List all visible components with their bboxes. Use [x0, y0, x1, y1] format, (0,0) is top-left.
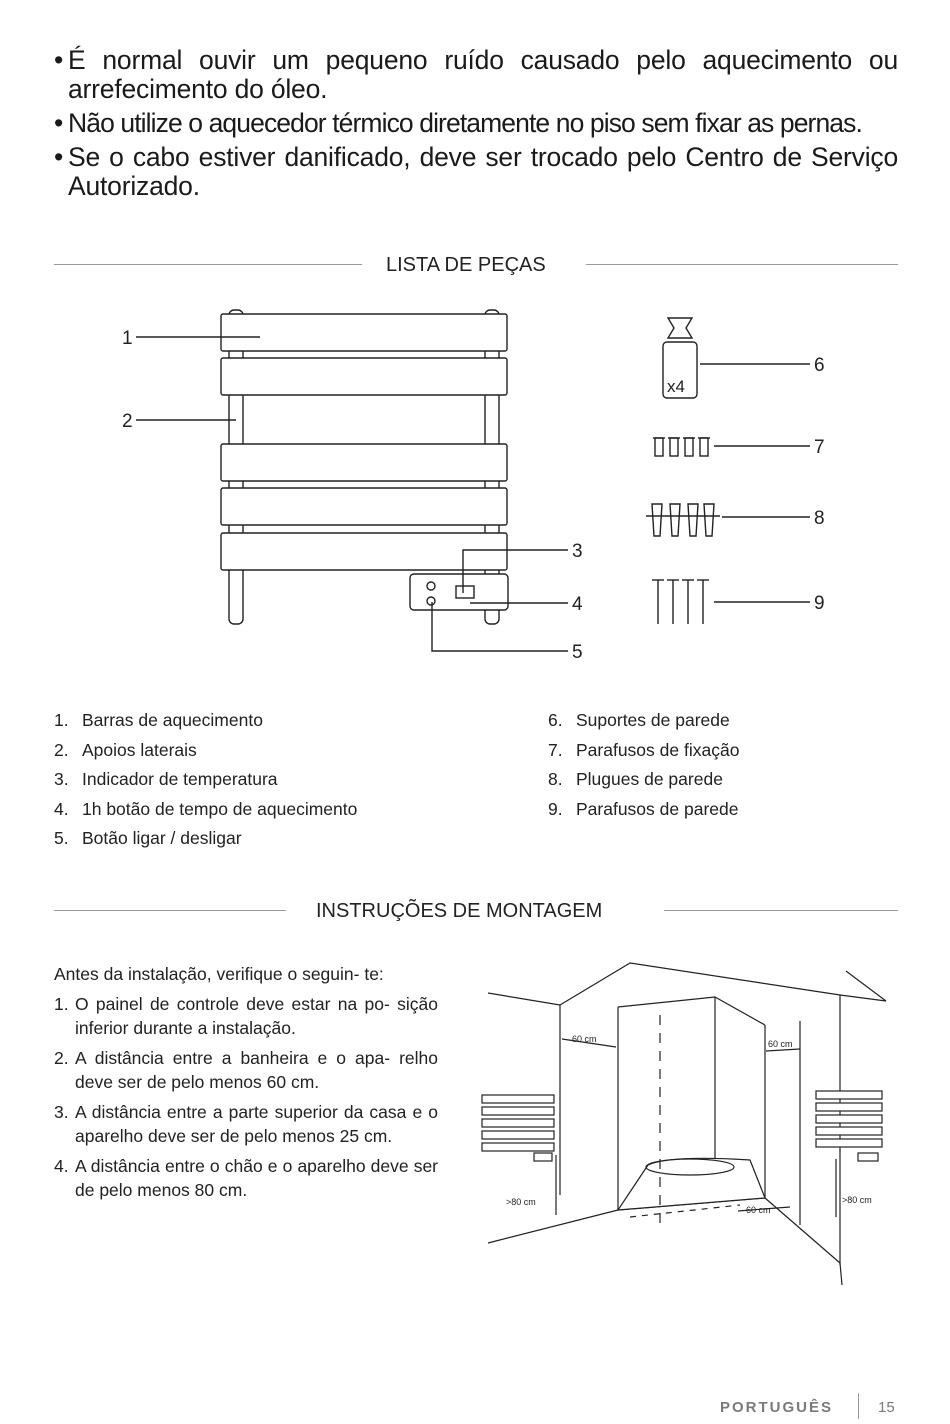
page-number: 15: [878, 1399, 895, 1416]
callout-7: 7: [814, 437, 825, 458]
list-item: [548, 706, 739, 736]
divider-line: [586, 264, 898, 265]
divider-line: [54, 910, 286, 911]
heating-bar: [221, 444, 507, 481]
dimension-label: 60 cm: [572, 1034, 597, 1044]
list-item: [548, 765, 739, 795]
warning-item: [54, 109, 898, 138]
parts-section-title: LISTA DE PEÇAS: [386, 254, 546, 276]
bullet-dot: •: [54, 142, 64, 172]
callout-4: 4: [572, 594, 583, 615]
heating-bar: [221, 488, 507, 525]
item-number: 5.: [54, 828, 69, 849]
list-item: [548, 795, 739, 825]
item-number: 1.: [54, 710, 69, 730]
list-item: [548, 736, 739, 766]
dimension-label: 60 cm: [746, 1205, 771, 1215]
item-label: Suportes de parede: [576, 710, 730, 730]
list-item: [54, 992, 438, 1041]
item-number: 4.: [54, 798, 69, 819]
callout-8: 8: [814, 508, 825, 529]
dimension-label: >80 cm: [842, 1195, 872, 1205]
step-text: A distância entre a banheira e o apa- relho deve ser de pelo menos 60 cm.: [75, 1047, 438, 1092]
step-number: 3.: [54, 1101, 69, 1122]
bracket-quantity: x4: [667, 377, 685, 396]
warning-text: Se o cabo estiver danificado, deve ser trocado pelo Centro de Serviço Autorizado.: [68, 142, 898, 201]
parts-diagram: [0, 290, 950, 680]
callout-2: 2: [122, 411, 133, 432]
item-number: 3.: [54, 769, 69, 790]
item-number: 2.: [54, 739, 69, 760]
list-item: [54, 1046, 438, 1095]
footer-divider: [858, 1393, 859, 1419]
divider-line: [664, 910, 898, 911]
item-label: Indicador de temperatura: [82, 769, 278, 790]
bullet-dot: •: [54, 108, 63, 138]
bathroom-clearance-diagram: [470, 955, 900, 1285]
item-label: Parafusos de parede: [576, 798, 739, 819]
item-label: Apoios laterais: [82, 739, 197, 760]
item-number: 8.: [548, 769, 563, 790]
item-label: Barras de aquecimento: [82, 710, 263, 730]
assembly-instructions: [54, 962, 438, 1203]
assembly-section-title: INSTRUÇÕES DE MONTAGEM: [316, 900, 603, 922]
intro-text: Antes da instalação, verifique o seguin- te:: [54, 964, 384, 984]
step-number: 2.: [54, 1047, 69, 1068]
list-item: [54, 1100, 438, 1149]
item-number: 7.: [548, 739, 563, 760]
heating-bar: [221, 358, 507, 395]
warning-text: Não utilize o aquecedor térmico diretamente no piso sem fixar as pernas.: [68, 108, 862, 138]
item-number: 9.: [548, 798, 563, 819]
callout-1: 1: [122, 328, 133, 349]
parts-list-left: [54, 706, 357, 854]
list-item: [54, 765, 357, 795]
list-item: [54, 1154, 438, 1203]
step-text: A distância entre a parte superior da casa e o aparelho deve ser de pelo menos 25 cm.: [75, 1101, 438, 1146]
step-text: O painel de controle deve estar na po- sição inferior durante a instalação.: [75, 993, 438, 1038]
callout-9: 9: [814, 593, 825, 614]
step-number: 4.: [54, 1155, 69, 1176]
dimension-label: 60 cm: [768, 1039, 793, 1049]
heating-bar: [221, 533, 507, 570]
parts-list-right: [548, 706, 739, 824]
callout-3: 3: [572, 541, 583, 562]
divider-line: [54, 264, 362, 265]
item-label: Parafusos de fixação: [576, 739, 740, 760]
callout-5: 5: [572, 642, 583, 663]
parts-section-header: [54, 253, 898, 277]
callout-6: 6: [814, 355, 825, 376]
warning-text: É normal ouvir um pequeno ruído causado pelo aquecimento ou arrefecimento do óleo.: [68, 45, 898, 104]
item-label: Plugues de parede: [576, 769, 723, 790]
list-item: [54, 736, 357, 766]
dimension-label: >80 cm: [506, 1197, 536, 1207]
steps-list: [54, 992, 438, 1203]
list-item: [54, 795, 357, 825]
step-text: A distância entre o chão e o aparelho deve ser de pelo menos 80 cm.: [75, 1155, 438, 1200]
footer-language: PORTUGUÊS: [720, 1399, 834, 1416]
warning-item: [54, 46, 898, 104]
heating-bar: [221, 314, 507, 351]
step-number: 1.: [54, 993, 69, 1014]
item-label: Botão ligar / desligar: [82, 828, 242, 849]
bullet-dot: •: [54, 45, 64, 75]
warning-item: [54, 143, 898, 201]
assembly-section-header: [54, 899, 898, 923]
item-label: 1h botão de tempo de aquecimento: [82, 798, 358, 819]
list-item: [54, 824, 357, 854]
item-number: 6.: [548, 710, 563, 730]
warning-list: [54, 46, 898, 206]
list-item: [54, 706, 357, 736]
